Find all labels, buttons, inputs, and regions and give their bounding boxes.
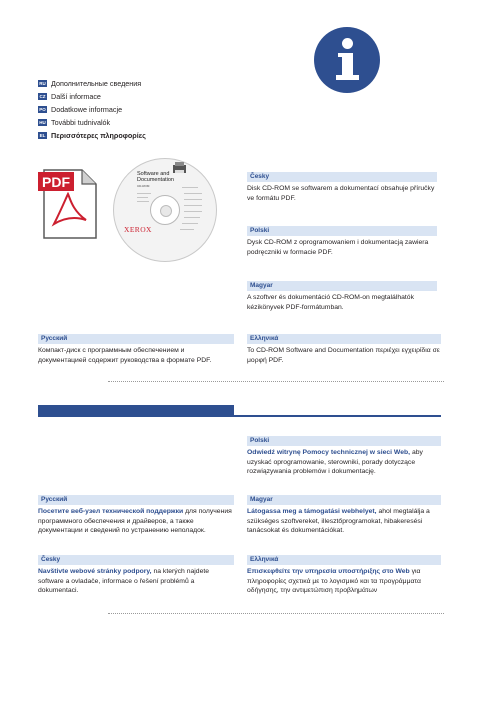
- printer-icon: [171, 161, 188, 175]
- language-item-po: [38, 103, 146, 116]
- section2-magyar: [247, 495, 441, 536]
- cd-hub: [150, 195, 180, 225]
- language-label: Περισσότερες πληροφορίες: [51, 131, 146, 140]
- section2-cesky: [38, 555, 234, 596]
- paragraph: Επισκεφθείτε την υπηρεσία υποστήριξης στο Web για πληροφορίες σχετικά με το λογισμικό και τα προγράμματα οδήγησης, την αντιμετώπιση προβλημάτων: [247, 568, 421, 595]
- support-link[interactable]: Odwiedź witrynę Pomocy technicznej w sieci Web,: [247, 449, 411, 456]
- cd-title: Software and Documentation: [137, 171, 174, 183]
- section-header-rule: [234, 415, 441, 417]
- language-label: További tudnivalók: [51, 118, 111, 127]
- language-code-badge: EL: [39, 133, 46, 138]
- section2-polski: [247, 436, 441, 477]
- language-label: Dodatkowe informacje: [51, 105, 123, 114]
- paragraph: Компакт-диск с программным обеспечением и документацией содержит руководства в формате PDF.: [38, 347, 212, 364]
- language-heading: Ελληνικά: [250, 335, 279, 342]
- section1-cesky: [247, 172, 437, 203]
- language-item-el: [38, 129, 146, 142]
- cd-subtitle: CD-ROM: [137, 184, 150, 188]
- language-heading: Magyar: [250, 496, 273, 503]
- language-code-badge: HU: [39, 120, 46, 125]
- dotted-divider: [108, 613, 444, 614]
- language-heading: Русский: [41, 335, 68, 342]
- language-item-ru: [38, 77, 146, 90]
- language-heading: Ελληνικά: [250, 556, 279, 563]
- language-label: Дополнительные сведения: [51, 79, 142, 88]
- dotted-divider: [108, 381, 444, 382]
- support-link[interactable]: Látogassa meg a támogatási webhelyet,: [247, 508, 377, 515]
- paragraph: Navštivte webové stránky podpory, na kterých najdete software a ovladače, informace o řešení problémů a dokumentaci.: [38, 568, 210, 595]
- pdf-label: PDF: [42, 174, 70, 190]
- paragraph: Disk CD-ROM se softwarem a dokumentací obsahuje příručky ve formátu PDF.: [247, 185, 435, 202]
- language-code-badge: RU: [39, 81, 46, 86]
- language-code-badge: PO: [39, 107, 46, 112]
- paragraph: Odwiedź witrynę Pomocy technicznej w sieci Web, aby uzyskać oprogramowanie, sterowniki, porady dotyczące rozwiązywania problemów i dokumentację.: [247, 449, 423, 476]
- language-heading: Polski: [250, 437, 270, 444]
- language-list: [38, 77, 146, 142]
- language-heading: Русский: [41, 496, 68, 503]
- language-heading: Polski: [250, 227, 270, 234]
- paragraph: Посетите веб-узел технической поддержки для получения программного обеспечения и драйверов, а также документации и сведений по устранению неполадок.: [38, 508, 232, 535]
- language-item-cz: [38, 90, 146, 103]
- section2-greek: [247, 555, 441, 596]
- paragraph: Dysk CD-ROM z oprogramowaniem i dokumentacją zawiera podręczniki w formacie PDF.: [247, 239, 429, 256]
- section1-greek: [247, 334, 441, 365]
- paragraph: A szoftver és dokumentáció CD-ROM-on megtalálhatók kézikönyvek PDF-formátumban.: [247, 294, 414, 311]
- pdf-file-icon: [38, 168, 98, 240]
- section2-russian: [38, 495, 234, 536]
- language-heading: Česky: [41, 556, 61, 563]
- section1-russian: [38, 334, 234, 365]
- paragraph: Το CD-ROM Software and Documentation περιέχει εγχειρίδια σε μορφή PDF.: [247, 347, 440, 364]
- paragraph: Látogassa meg a támogatási webhelyet, ahol megtalálja a szükséges szoftvereket, illesztőprogramokat, hibakeresési tanácsokat és dokumentációkat.: [247, 508, 430, 535]
- cd-rom-disc: [113, 158, 217, 262]
- xerox-logo: XEROX: [124, 225, 152, 234]
- section1-magyar: [247, 281, 437, 312]
- info-icon: [314, 27, 380, 93]
- support-link[interactable]: Επισκεφθείτε την υπηρεσία υποστήριξης στο Web: [247, 568, 410, 575]
- section-header-bar: [38, 405, 234, 417]
- section1-polski: [247, 226, 437, 257]
- language-label: Další informace: [51, 92, 101, 101]
- language-item-hu: [38, 116, 146, 129]
- support-link[interactable]: Navštivte webové stránky podpory,: [38, 568, 152, 575]
- language-code-badge: CZ: [39, 94, 46, 99]
- language-heading: Česky: [250, 173, 270, 180]
- support-link[interactable]: Посетите веб-узел технической поддержки: [38, 508, 184, 515]
- language-heading: Magyar: [250, 282, 273, 289]
